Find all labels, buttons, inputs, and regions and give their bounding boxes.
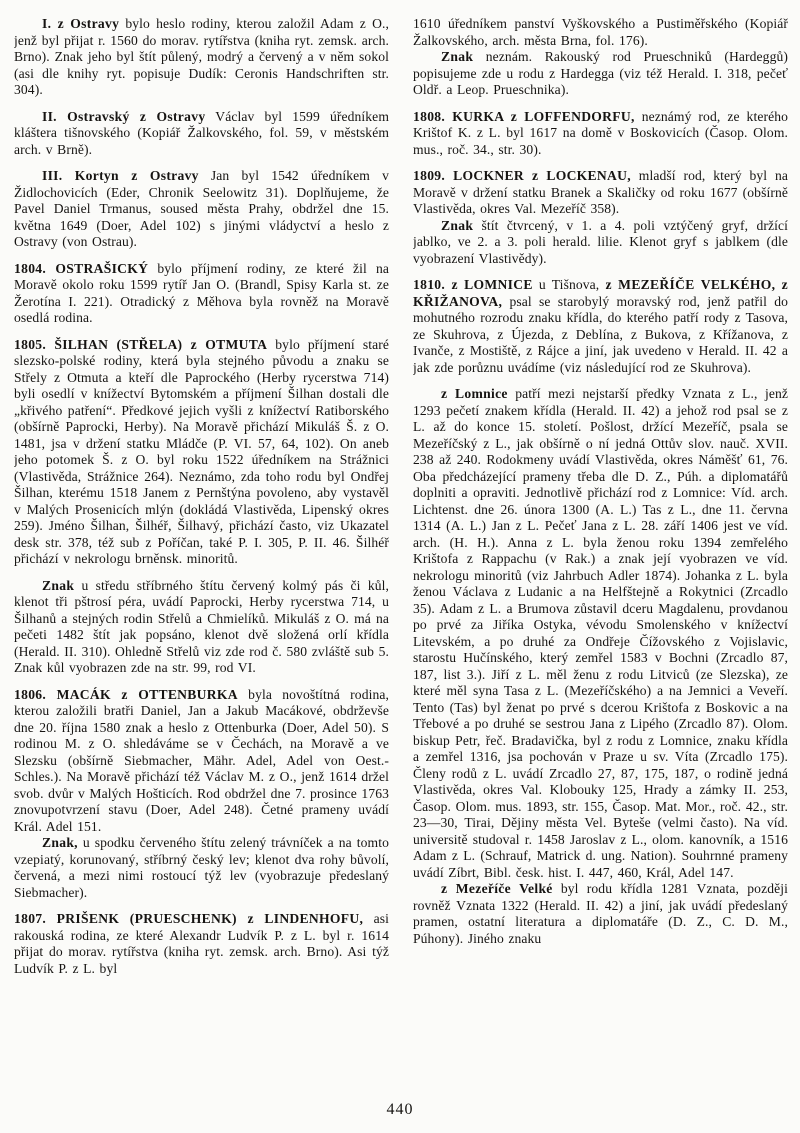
- entry-heading: 1804. OSTRAŠICKÝ: [14, 260, 149, 276]
- entry-1806: [14, 687, 389, 836]
- entry-heading: Znak,: [42, 835, 78, 850]
- entry-1810: [413, 277, 788, 376]
- znak-1807: [413, 49, 788, 99]
- entry-1809: [413, 168, 788, 218]
- entry-heading: Znak: [441, 49, 474, 64]
- left-column: [14, 16, 389, 977]
- entry-text: byla novoštítná rodina, kterou založili bratři Daniel, Jan a Jakub Macákové, obdrževše dne 20. října 1580 znak a heslo z Ottenburka (Doer, Adel 50). S rodinou M. z O. shledáváme se v Čechách, na Moravě a ve Slezsku (obšírně Siebmacher, Mähr. Adel, Adel von Oest.-Schles.). Na Moravě přichází též Václav M. z O., jenž 1614 držel svob. dvůr v Malých Hošticích. Rod obdržel dne 7. prosince 1763 znovupotvrzení stavu (Doer, Adel 248). Četné prameny uvádí Král. Adel 151.: [14, 686, 389, 834]
- entry-text: 1610 úředníkem panství Vyškovského a Pustiměřského (Kopiář Žalkovského, arch. města Brna, fol. 176).: [413, 16, 788, 48]
- entry-text: psal se starobylý moravský rod, jenž patřil do mohutného rozrodu znaku křídla, do kterého patří rody z Tasova, ze Skuhrova, z Újezda, z Deblína, z Bukova, z Křížanova, z Ivanče, z Mostiště, z Rájce a jiní, jak uvedeno v Herald. II. 42 a jak zde porůznu uvádíme (viz následující rod ze Skuhrova).: [413, 293, 788, 375]
- page-number: 440: [386, 1101, 414, 1118]
- entry-heading: z Lomnice: [441, 386, 508, 401]
- entry-heading: Znak: [42, 577, 75, 593]
- entry-heading: I. z Ostravy: [42, 16, 120, 31]
- entry-text: patří mezi nejstarší předky Vznata z L., jenž 1293 pečetí znakem křídla (Herald. II. 42) a jehož rod psal se z L. až do konce 15. století. Pošlost, držící Mezeříč, psala se Mezeříčský z L., jak obšírně o ní jedná Ottův slov. nauč. XVII. 238 až 240. Rodokmeny uvádí Vlastivěda, okres Náměšť 61, 76. Oba předcházející prameny třeba dle D. Z., Púh. a diplomatářů doplniti a opraviti. Jednotlivě přichází rod z Lomnice: Víd. arch. Lichtenst. dne 26. února 1300 (A. L.) Tas z L., dne 11. června 1314 (A. L.) Jan z L. Pečeť Jana z L. 28. září 1406 jest ve víd. arch. (H. H.). Anna z L. byla ženou roku 1394 zemřelého Krištofa z Rappachu (v Rak.) a znak její vyobrazen ve víd. nekrologu minoritů (viz Jahrbuch Adler 1874). Johanka z L. byla ženou Václava z Ludanic a na Helfštejně a Rokytnici (Zrcadlo 35). Adam z L. a Brumova zůstavil dceru Magdalenu, provdanou po prvé za Jiříka Ostyka, vévodu Smolenského v knížectví Litevském, a po druhé za Ondřeje Čížovského z Vojislavic, starostu Hučínského, který zemřel 1583 v Bochni (Zrcadlo 87, 187, list 3.). Jiří z L. měl ženu z rodu Litviců (ze Slezska), ze které měl syna Tasa z L. (Mezeříčského) a na Jemnici a Veveří. Tento (Tas) byl ženat po prvé s dcerou Krištofa z Boskovic a na Třebové a po druhé se sestrou Jana z Lipého (Zrcadlo 87). Olom. biskup Petr, řeč. Bradavička, byl z rodu z Lomnice, znaku křídla a zemřel 1316, jsa pochován v Praze u sv. Víta (Zrcadlo 175). Členy rodů z L. uvádí Zrcadlo 27, 87, 175, 187, o rodině jedná Vlastivěda, okres Val. Klobouky 125, Hrady a zámky II. 253, Časop. Olom. mus. 1893, str. 155, Časop. Mat. Mor., roč. 42., str. 23—30, Tirai, Dějiny města Vel. Byteše (velmi často). Na víd. universitě studoval r. 1458 Jaroslav z L., olom. kanovník, a 1516 Adam z L. (Schrauf, Matrick d. ung. Nation). Souhrnné prameny uvádí Zíbrt, Bibl. česk. hist. I. 447, 460, Král, Adel 147.: [413, 386, 788, 880]
- znak-1809: [413, 218, 788, 268]
- entry-1807: [14, 911, 389, 977]
- entry-text: neznámý rod, ze kterého Krištof K. z L. byl 1617 na domě v Boskovicích (Časop. Olom. mus., roč. 34., str. 30).: [413, 108, 788, 157]
- entry-heading: Znak: [441, 217, 474, 233]
- entry-text: bylo příjmení staré slezsko-polské rodiny, která byla stejného původu a znaku se Střely z Otmuta a kteří dle Paprockého (Herby rycerstwa 714) byli osedlí v knížectví Bytomském a příjmení Šilhan dostali dle „křivého patření“. Předkové jejich vyšli z knížectví Ratiborského (obšírně Paprocki, Herby). Na Moravě přichází Mikuláš Š. z O. 1481, jsa v držení statku Mládče (P. VI. 57, 64, 102). On aneb jeho potomek Š. z O. byl roku 1522 úředníkem na Strážnici (Vlastivěda, Strážnice 264). Neznámo, zda toho rodu byl Ondřej Šilhan, kterému 1518 Janem z Pernštýna povoleno, aby vystavěl v Malých Prosenicích mlýn (dokládá Vlastivěda, Lipenský okres 259). Jméno Šilhan, Šilhéř, Šilhavý, přichází často, viz Ukazatel desk str. 378, též sub z Poříčan, také P. I. 305, P. II. 46. Šilhéř přichází v nekrologu brněnsk. minoritů.: [14, 336, 389, 566]
- para-z-mezerice-velke: [413, 881, 788, 947]
- entry-text: bylo heslo rodiny, kterou založil Adam z O., jenž byl přijat r. 1560 do morav. rytířstva (kniha ryt. zemsk. arch. Brno). Znak jeho byl štít půlený, modrý a červený a v něm sokol (asi dle knihy ryt. popisuje Dudík: Ceronis Handschriften str. 304).: [14, 16, 389, 97]
- znak-1806: [14, 835, 389, 901]
- entry-text: u spodku červeného štítu zelený trávníček a na tomto vzepiatý, korunovaný, stříbrný český lev; klenot dva rohy bůvolí, červená, a mezi nimi rostoucí týž lev (vyobrazuje předeslaný Siebmacher).: [14, 835, 389, 900]
- entry-heading: 1806. MACÁK z OTTENBURKA: [14, 686, 238, 702]
- entry-heading: 1808. KURKA z LOFFENDORFU,: [413, 108, 635, 124]
- entry-text: mladší rod, který byl na Moravě v držení statku Branek a Skaličky od roku 1677 (obšírně Vlastivěda, okres Val. Mezeříč 358).: [413, 168, 788, 216]
- entry-text: Václav byl 1599 úředníkem kláštera tišnovského (Kopiář Žalkovského, fol. 59, v městském arch. v Brně).: [14, 108, 389, 157]
- entry-1808: [413, 109, 788, 159]
- znak-1805: [14, 578, 389, 677]
- entry-1807-continuation: [413, 16, 788, 49]
- entry-heading: 1810. z LOMNICE: [413, 277, 533, 292]
- entry-text: byl rodu křídla 1281 Vznata, později rovněž Vznata 1322 (Herald. II. 42) a jiní, jak uvádí předeslaný pramen, ostatní literatura a diplomatáře (D. Z., C. D. M., Púhony). Jiného znaku: [413, 881, 788, 946]
- entry-heading: 1809. LOCKNER z LOCKENAU,: [413, 168, 631, 183]
- entry-ostrava-III: [14, 168, 389, 251]
- entry-1805: [14, 337, 389, 568]
- entry-heading: III. Kortyn z Ostravy: [42, 168, 199, 183]
- para-z-lomnice: [413, 386, 788, 881]
- entry-text: neznám. Rakouský rod Prueschniků (Hardeggů) popisujeme zde u rodu z Hardegga (viz též Herald. I. 318, pečeť Oldř. a Leop. Prueschnika).: [413, 49, 788, 97]
- entry-text: štít čtvrcený, v 1. a 4. poli vztýčený gryf, držící jablko, ve 2. a 3. poli herald. lilie. Klenot gryf s jablkem (dle vyobrazení Vlastivědy).: [413, 217, 788, 266]
- entry-heading: 1805. ŠILHAN (STŘELA) z OTMUTA: [14, 336, 268, 352]
- entry-heading: z MEZEŘÍČE VELKÉHO, z KŘIŽANOVA,: [413, 277, 788, 309]
- entry-ostrava-I: [14, 16, 389, 99]
- entry-text: Jan byl 1542 úředníkem v Židlochovicích (Eder, Chronik Seelowitz 31). Doplňujeme, že Pavel Daniel Trmanus, soused města Prahy, obdržel dne 15. května 1649 (Doer, Adel 102) s jinými vládyctví a heslo z Ostravy (von Ostrau).: [14, 168, 389, 249]
- right-column: [413, 16, 788, 947]
- two-column-text: [14, 16, 788, 977]
- entry-text: u středu stříbrného štítu červený kolmý pás či kůl, klenot tři pštrosí péra, uvádí Paprocki, Herby rycerstwa 714, u Šilhanů a stejných rodin Střelů a Chmielíků. Mikuláš z O. má na pečeti 1482 štít jak popsáno, klenot dvě složená orlí křídla (Herald. II. 310). Ohledně Střelů viz zde rod č. 580 zvláště sub 5. Znak kůl vyobrazen zde na str. 99, rod VI.: [14, 577, 389, 675]
- entry-text: bylo příjmení rodiny, ze které žil na Moravě okolo roku 1599 rytíř Jan O. (Brandl, Spisy Karla st. ze Žerotína I. 221). Otradický z Měhova byla rovněž na Moravě osedlá rodina.: [14, 260, 389, 325]
- entry-heading: 1807. PRIŠENK (PRUESCHENK) z LINDENHOFU,: [14, 911, 364, 926]
- entry-heading: II. Ostravský z Ostravy: [42, 108, 206, 124]
- entry-ostrava-II: [14, 109, 389, 159]
- entry-1804: [14, 261, 389, 327]
- entry-text: asi rakouská rodina, ze které Alexandr Ludvík P. z L. byl r. 1614 přijat do morav. rytířstva (kniha ryt. zemsk. arch. Brno). Asi týž Ludvík P. z L. byl: [14, 911, 389, 976]
- entry-heading: z Mezeříče Velké: [441, 881, 553, 896]
- entry-text: u Tišnova,: [532, 277, 606, 292]
